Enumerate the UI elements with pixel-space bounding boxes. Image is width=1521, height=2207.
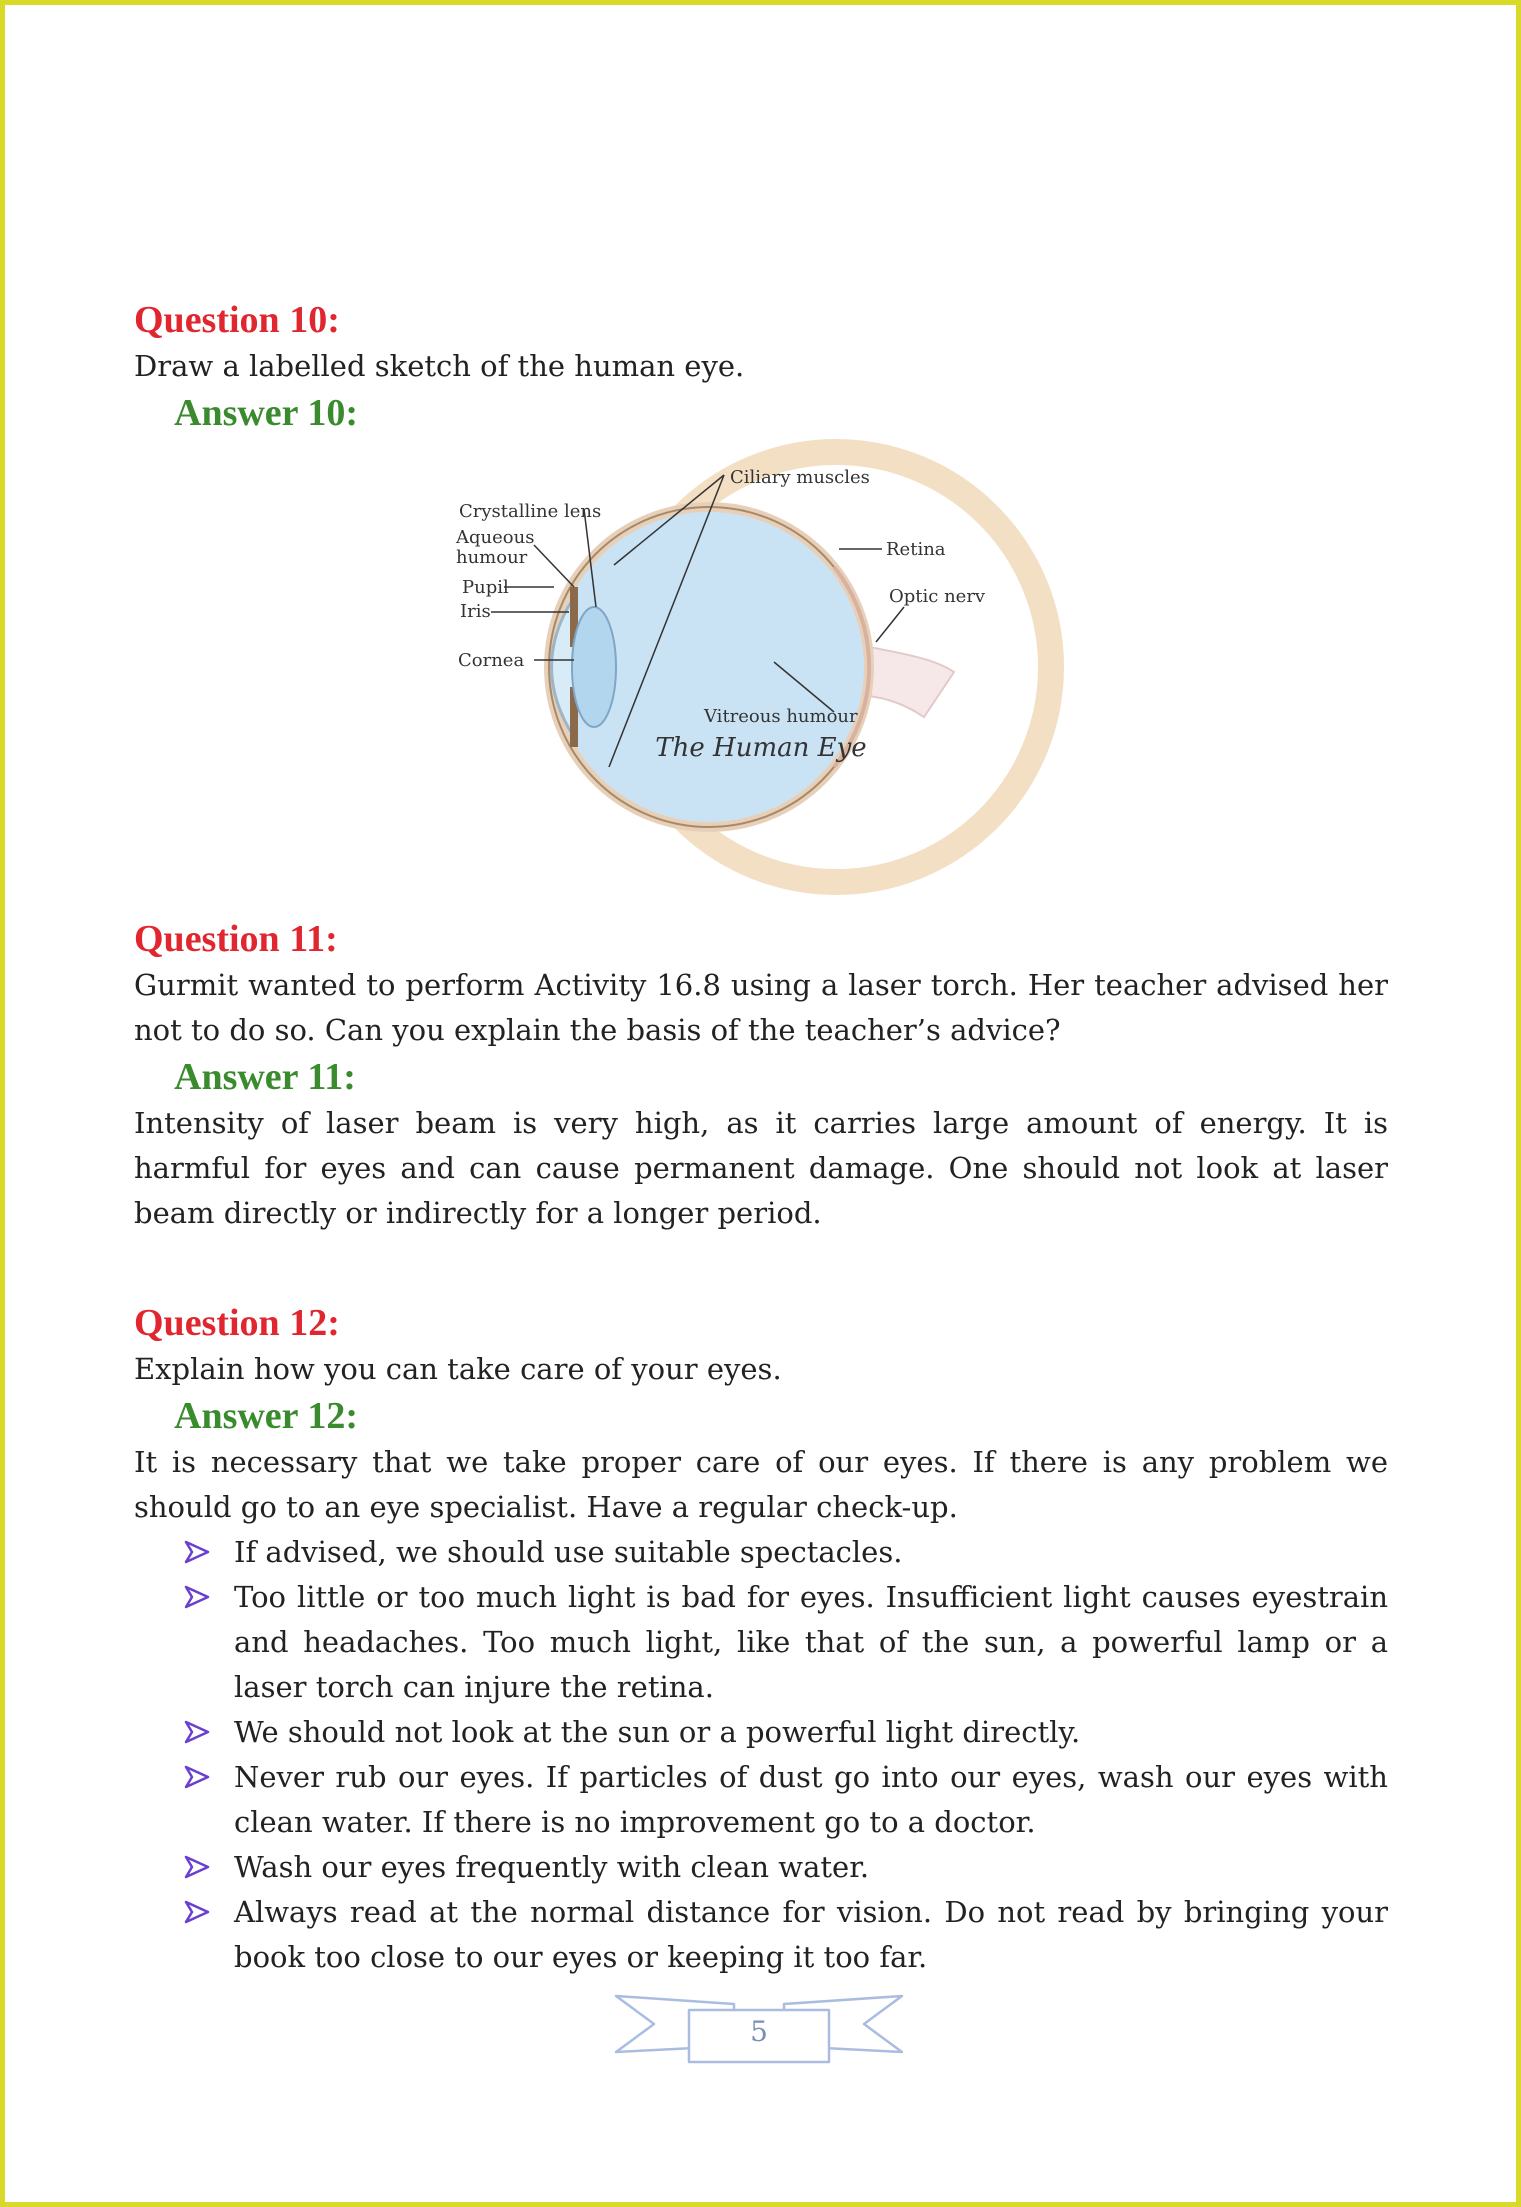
arrow-bullet-icon: [184, 1855, 210, 1879]
answer-11-text: Intensity of laser beam is very high, as it carries large amount of energy. It is harmful for eyes and can cause permanent damage. One should not look at laser beam directly or indirectly for a longer period.: [134, 1106, 1388, 1230]
list-item: [134, 1710, 1388, 1755]
question-11-title: Question 11:: [134, 918, 338, 960]
question-10-text: Draw a labelled sketch of the human eye.: [134, 349, 745, 383]
answer-12-text: It is necessary that we take proper care of our eyes. If there is any problem we should go to an eye specialist. Have a regular check-up.: [134, 1445, 1388, 1524]
arrow-bullet-icon: [184, 1540, 210, 1564]
list-item: [134, 1575, 1388, 1710]
list-item-text: Never rub our eyes. If particles of dust go into our eyes, wash our eyes with clean water. If there is no improvement go to a doctor.: [234, 1760, 1388, 1839]
figure-caption: The Human Eye: [655, 733, 867, 763]
list-item: [134, 1530, 1388, 1575]
page-number: 5: [750, 2015, 768, 2048]
arrow-bullet-icon: [184, 1900, 210, 1924]
answer-12-title: Answer 12:: [174, 1395, 359, 1437]
label-iris: Iris: [460, 601, 491, 622]
section-gap: [134, 1236, 1388, 1299]
question-10-title: Question 10:: [134, 299, 340, 341]
label-retina: Retina: [886, 539, 946, 560]
list-item-text: Always read at the normal distance for vision. Do not read by bringing your book too close to our eyes or keeping it too far.: [234, 1895, 1388, 1974]
arrow-bullet-icon: [184, 1585, 210, 1609]
arrow-bullet-icon: [184, 1720, 210, 1744]
lens-shape: [572, 607, 616, 727]
list-item-text: If advised, we should use suitable spectacles.: [234, 1535, 903, 1569]
label-pupil: Pupil: [462, 577, 509, 598]
question-11-text: Gurmit wanted to perform Activity 16.8 using a laser torch. Her teacher advised her not to do so. Can you explain the basis of the teacher’s advice?: [134, 968, 1388, 1047]
question-12-text: Explain how you can take care of your eyes.: [134, 1352, 782, 1386]
page-content: [134, 296, 1388, 1980]
label-crystalline-lens: Crystalline lens: [459, 501, 602, 522]
human-eye-figure: [134, 437, 1388, 915]
label-aqueous: Aqueous: [456, 527, 535, 548]
eye-care-list: [134, 1530, 1388, 1980]
question-12-title: Question 12:: [134, 1302, 340, 1344]
list-item: [134, 1890, 1388, 1980]
label-optic-nerve: Optic nerv: [889, 586, 986, 607]
list-item: [134, 1845, 1388, 1890]
list-item-text: We should not look at the sun or a powerful light directly.: [234, 1715, 1081, 1749]
arrow-bullet-icon: [184, 1765, 210, 1789]
answer-11-title: Answer 11:: [174, 1056, 356, 1098]
list-item: [134, 1755, 1388, 1845]
list-item-text: Too little or too much light is bad for eyes. Insufficient light causes eyestrain and headaches. Too much light, like that of the sun, a powerful lamp or a laser torch can injure the retina.: [234, 1580, 1388, 1704]
label-ciliary-muscles: Ciliary muscles: [730, 467, 870, 488]
label-cornea: Cornea: [458, 650, 525, 671]
label-humour: humour: [456, 547, 528, 568]
list-item-text: Wash our eyes frequently with clean water.: [234, 1850, 870, 1884]
label-vitreous-humour: Vitreous humour: [704, 706, 858, 727]
answer-10-title: Answer 10:: [174, 392, 359, 434]
human-eye-diagram: [134, 437, 1388, 915]
